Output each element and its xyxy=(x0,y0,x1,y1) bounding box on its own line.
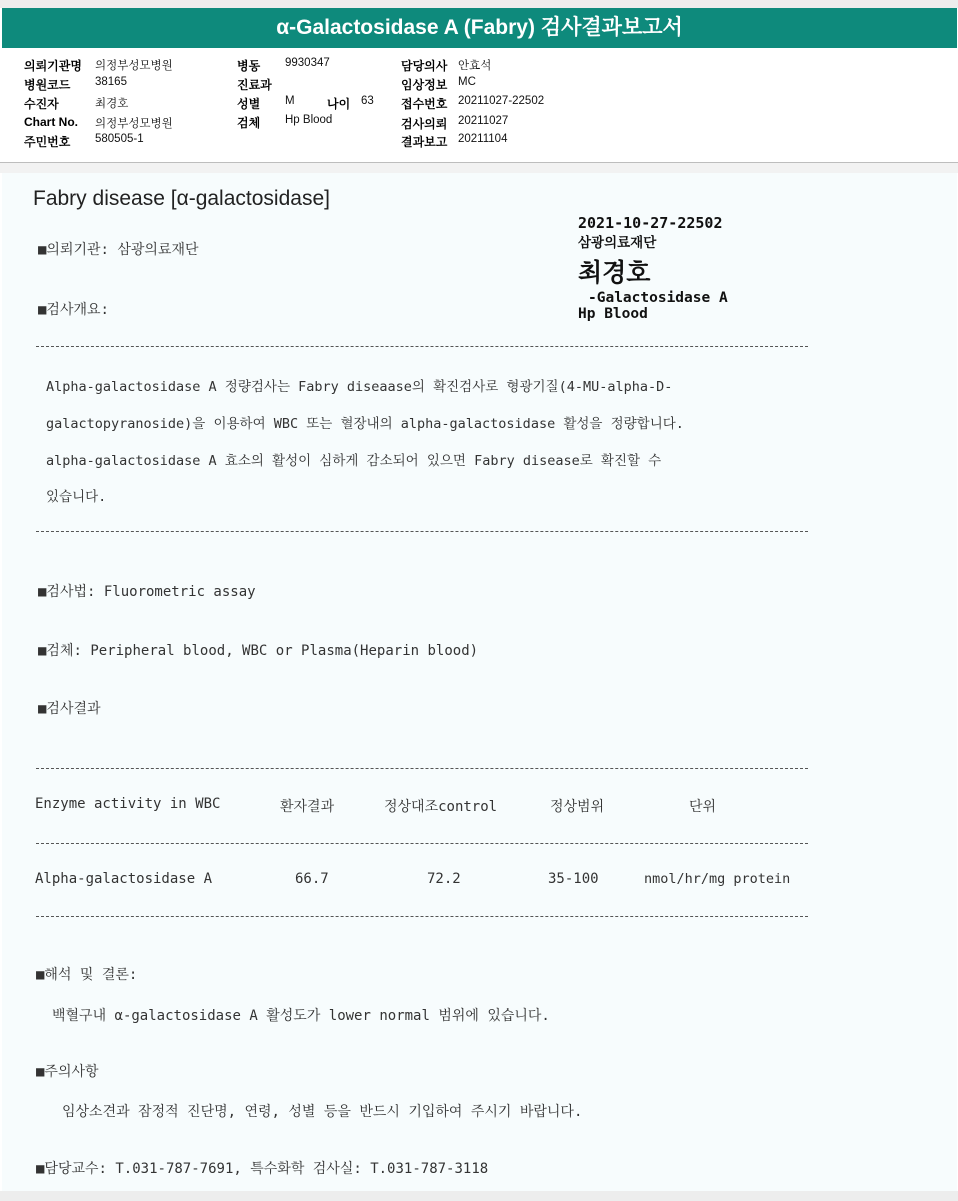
divider xyxy=(36,531,808,532)
value-sex: M xyxy=(285,95,295,107)
value-resident-number: 580505-1 xyxy=(95,133,144,145)
interpretation-text: 백혈구내 α-galactosidase A 활성도가 lower normal 범위에 있습니다. xyxy=(52,1008,550,1024)
disease-title: Fabry disease [α-galactosidase] xyxy=(33,187,330,210)
contact-info: ■담당교수: T.031-787-7691, 특수화학 검사실: T.031-787-3118 xyxy=(36,1161,489,1177)
value-patient: 최경호 xyxy=(95,98,129,110)
value-physician: 안효석 xyxy=(458,60,492,72)
overview-line: alpha-galactosidase A 효소의 활성이 심하게 감소되어 있으면 Fabry disease로 확진할 수 xyxy=(46,453,662,469)
value-requesting-institution: 의정부성모병원 xyxy=(95,60,173,72)
specimen-stamp xyxy=(578,214,728,322)
test-method: ■검사법: Fluorometric assay xyxy=(38,584,256,600)
divider xyxy=(36,768,808,769)
overview-heading: ■검사개요: xyxy=(38,302,109,318)
table-cell-unit: nmol/hr/mg protein xyxy=(644,871,791,887)
stamp-test-name: -Galactosidase A xyxy=(588,290,728,306)
overview-line: Alpha-galactosidase A 정량검사는 Fabry diseaase의 확진검사로 형광기질(4-MU-alpha-D- xyxy=(46,379,673,395)
label-physician: 담당의사 xyxy=(401,59,448,73)
overview-line: galactopyranoside)을 이용하여 WBC 또는 혈장내의 alpha-galactosidase 활성을 정량합니다. xyxy=(46,416,684,432)
value-age: 63 xyxy=(361,95,374,107)
label-chart-no: Chart No. xyxy=(24,115,78,129)
table-header-normal-range: 정상범위 xyxy=(550,799,605,815)
patient-info-panel xyxy=(0,50,958,163)
test-specimen: ■검체: Peripheral blood, WBC or Plasma(Heparin blood) xyxy=(38,643,479,659)
stamp-institution: 삼광의료재단 xyxy=(578,235,657,251)
requesting-institution: ■의뢰기관: 삼광의료재단 xyxy=(38,242,199,258)
table-header-normal-control: 정상대조control xyxy=(384,799,498,815)
label-clinical-info: 임상정보 xyxy=(401,78,448,92)
label-specimen: 검체 xyxy=(237,116,261,130)
table-cell-enzyme: Alpha-galactosidase A xyxy=(35,871,213,887)
label-requesting-institution: 의뢰기관명 xyxy=(24,59,82,73)
value-clinical-info: MC xyxy=(458,76,476,88)
label-test-request: 검사의뢰 xyxy=(401,117,448,131)
label-resident-number: 주민번호 xyxy=(24,135,71,149)
label-result-report: 결과보고 xyxy=(401,135,448,149)
label-hospital-code: 병원코드 xyxy=(24,78,71,92)
top-border xyxy=(0,0,958,8)
value-specimen: Hp Blood xyxy=(285,114,333,126)
table-header-unit: 단위 xyxy=(689,799,717,815)
overview-line: 있습니다. xyxy=(46,489,107,505)
caution-heading: ■주의사항 xyxy=(36,1064,99,1080)
stamp-receipt-id: 2021-10-27-22502 xyxy=(578,214,723,232)
table-cell-patient-result: 66.7 xyxy=(295,871,329,887)
report-title: α-Galactosidase A (Fabry) 검사결과보고서 xyxy=(2,8,957,48)
scanned-report xyxy=(2,173,957,1191)
table-header-patient-result: 환자결과 xyxy=(280,799,335,815)
label-ward: 병동 xyxy=(237,59,261,73)
value-hospital-code: 38165 xyxy=(95,76,127,88)
interpretation-heading: ■해석 및 결론: xyxy=(36,967,138,983)
table-cell-normal-range: 35-100 xyxy=(548,871,599,887)
section-gap xyxy=(0,163,958,173)
label-receipt-number: 접수번호 xyxy=(401,97,448,111)
label-department: 진료과 xyxy=(237,78,272,92)
result-heading: ■검사결과 xyxy=(38,701,101,717)
table-cell-normal-control: 72.2 xyxy=(427,871,461,887)
divider xyxy=(36,916,808,917)
bottom-border xyxy=(0,1191,958,1201)
value-chart-no: 의정부성모병원 xyxy=(95,118,173,130)
value-receipt-number: 20211027-22502 xyxy=(458,95,545,107)
stamp-patient-name: 최경호 xyxy=(578,258,651,287)
stamp-specimen: Hp Blood xyxy=(578,306,648,322)
value-result-report: 20211104 xyxy=(458,133,508,145)
label-age: 나이 xyxy=(327,97,351,111)
divider xyxy=(36,843,808,844)
divider xyxy=(36,346,808,347)
caution-text: 임상소견과 잠정적 진단명, 연령, 성별 등을 반드시 기입하여 주시기 바랍니다. xyxy=(62,1104,583,1120)
table-header-enzyme: Enzyme activity in WBC xyxy=(35,796,221,812)
value-ward: 9930347 xyxy=(285,57,330,69)
label-patient: 수진자 xyxy=(24,97,59,111)
label-sex: 성별 xyxy=(237,97,261,111)
value-test-request: 20211027 xyxy=(458,115,509,127)
